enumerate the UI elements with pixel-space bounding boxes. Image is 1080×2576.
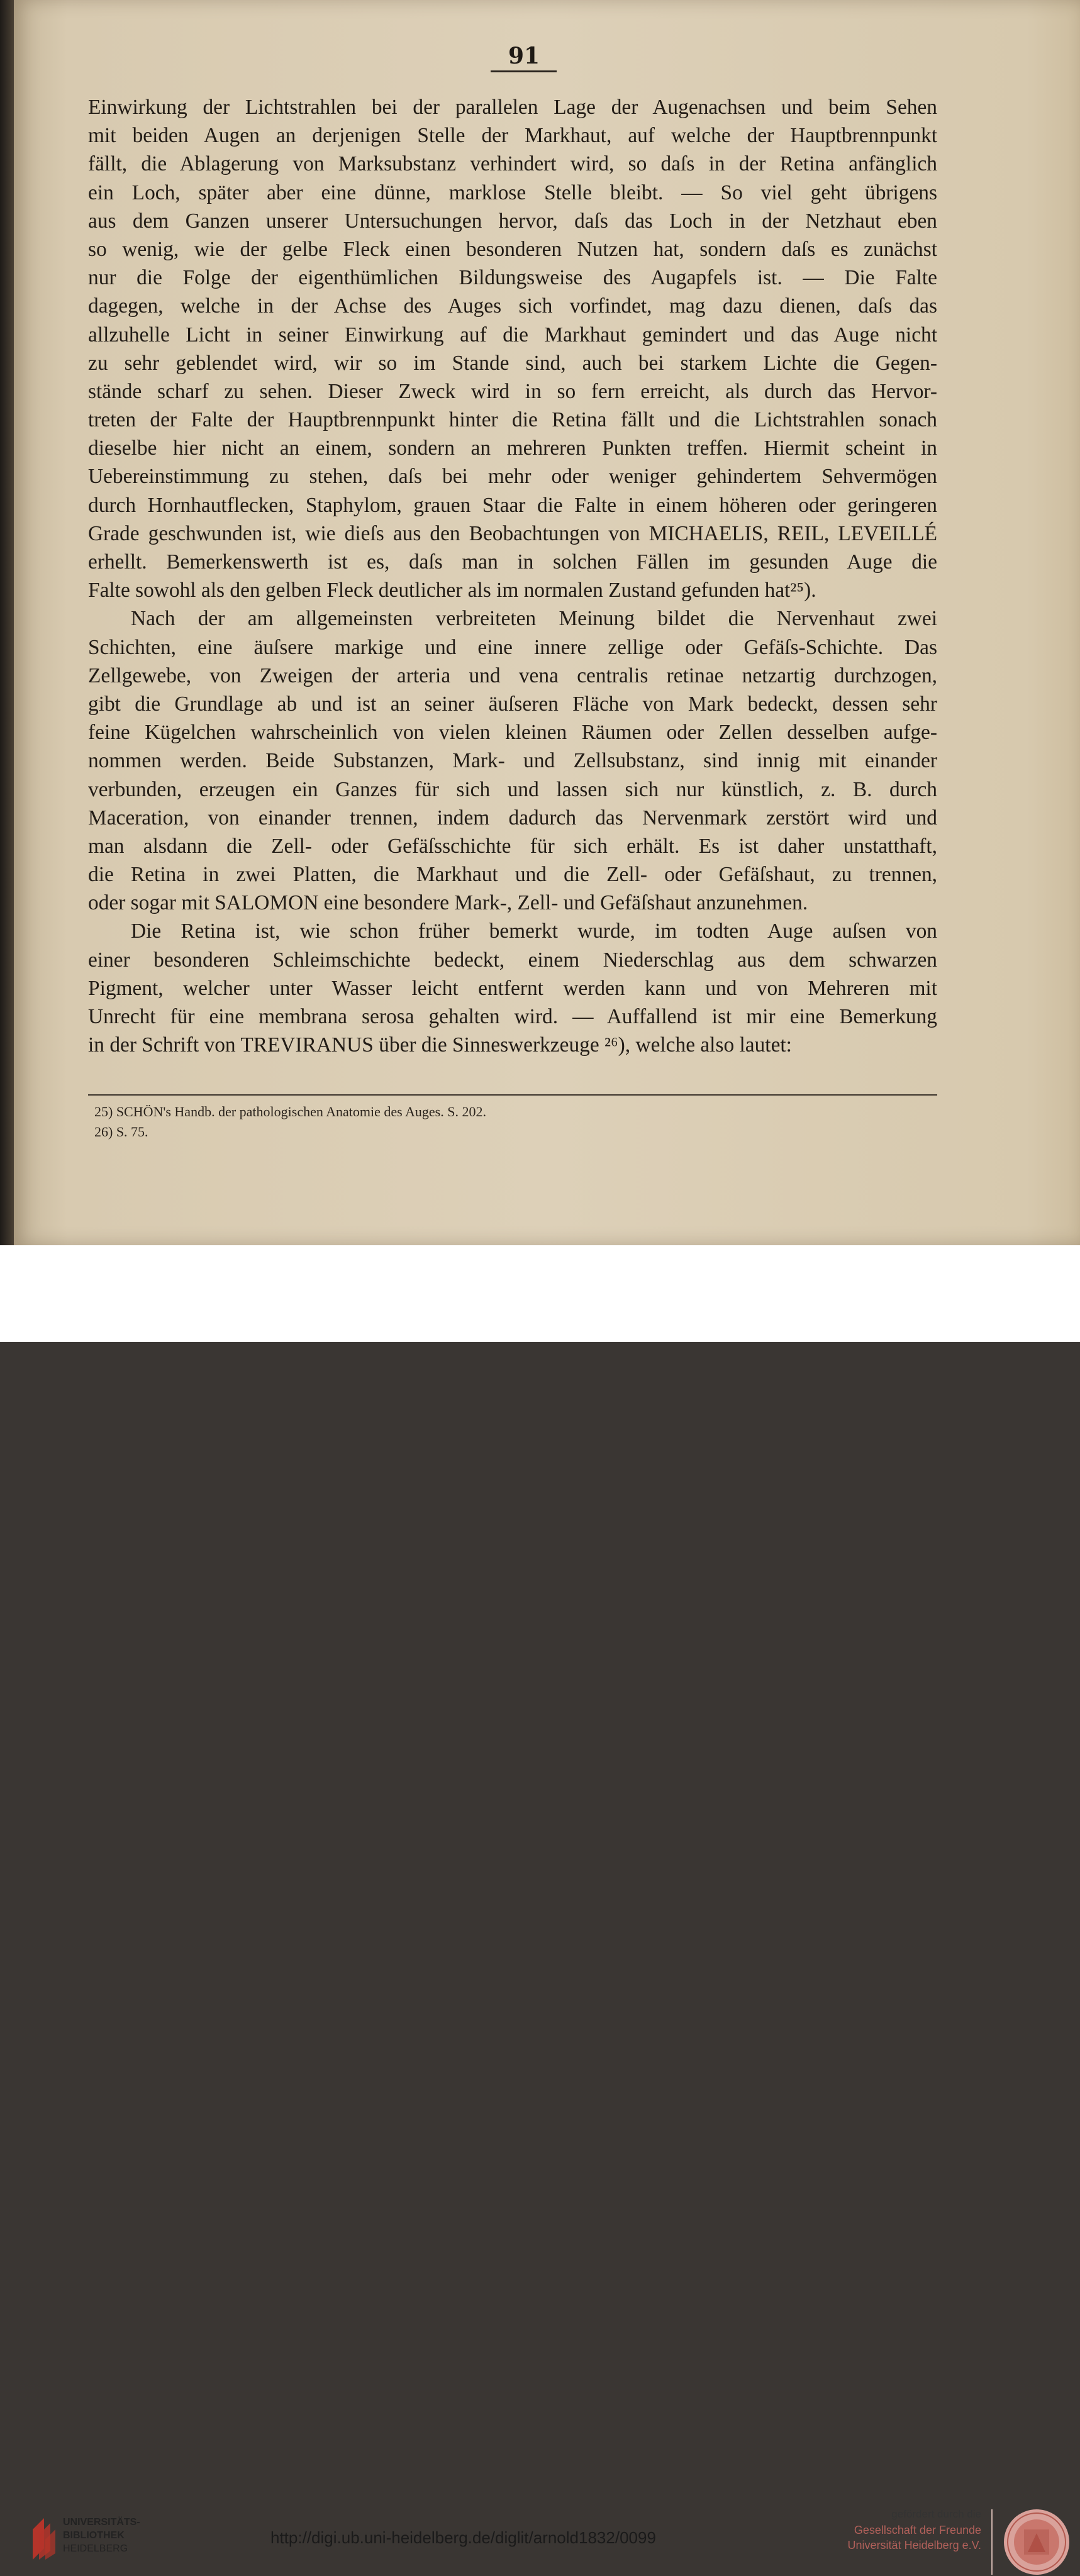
text-line: verbunden, erzeugen ein Ganzes für sich und lassen sich nur künstlich, z. B. durch — [88, 777, 937, 801]
text-line: aus dem Ganzen unserer Untersuchungen hervor, daſs das Loch in der Netzhaut eben — [88, 209, 937, 233]
footnote-25: 25) SCHÖN's Handb. der pathologischen Anatomie des Auges. S. 202. — [94, 1104, 486, 1119]
text-line: Grade geschwunden ist, wie dieſs aus den Beobachtungen von MICHAELIS, REIL, LEVEILLÉ — [88, 521, 937, 545]
text-line: gibt die Grundlage ab und ist an seiner äuſseren Fläche von Mark bedeckt, dessen sehr — [88, 692, 937, 716]
page-number: 91 — [508, 43, 540, 69]
text-line: Zellgewebe, von Zweigen der arteria und vena centralis retinae netzartig durchzogen, — [88, 663, 937, 687]
text-line: oder sogar mit SALOMON eine besondere Mark-, Zell- und Gefäſshaut anzunehmen. — [88, 891, 808, 915]
permalink-url[interactable]: http://digi.ub.uni-heidelberg.de/diglit/arnold1832/0099 — [270, 2528, 656, 2547]
text-line: Nach der am allgemeinsten verbreiteten Meinung bildet die Nervenhaut zwei — [131, 607, 937, 631]
text-line: mit beiden Augen an derjenigen Stelle der Markhaut, auf welche der Hauptbrennpunkt — [88, 124, 937, 148]
book-spine-shadow — [0, 0, 14, 1245]
text-line: man alsdann die Zell- oder Gefäſsschichte für sich erhält. Es ist daher unstatthaft, — [88, 834, 937, 858]
text-line: treten der Falte der Hauptbrennpunkt hinter die Retina fällt und die Lichtstrahlen sonach — [88, 408, 937, 432]
scanned-page-area — [0, 0, 1080, 1245]
footnote-rule — [88, 1094, 937, 1096]
text-line: Die Retina ist, wie schon früher bemerkt wurde, im todten Auge auſsen von — [131, 919, 937, 943]
text-line: stände scharf zu sehen. Dieser Zweck wird in so fern erreicht, als durch das Hervor- — [88, 379, 937, 403]
university-seal-icon — [1003, 2508, 1071, 2576]
text-line: die Retina in zwei Platten, die Markhaut und die Zell- oder Gefäſshaut, zu trennen, — [88, 863, 937, 887]
text-line: Schichten, eine äuſsere markige und eine innere zellige oder Gefäſs-Schichte. Das — [88, 635, 937, 659]
library-logo-icon — [30, 2516, 58, 2562]
text-line: dagegen, welche in der Achse des Auges sich vorfindet, mag dazu dienen, daſs das — [88, 294, 937, 318]
page-number-rule — [491, 70, 557, 72]
text-line: Einwirkung der Lichtstrahlen bei der parallelen Lage der Augenachsen und beim Sehen — [88, 96, 937, 119]
footnote-26: 26) S. 75. — [94, 1124, 148, 1140]
text-line: allzuhelle Licht in seiner Einwirkung auf die Markhaut gemindert und das Auge nicht — [88, 323, 937, 347]
sponsor-note: gefördert durch die Gesellschaft der Freunde Universität Heidelberg e.V. — [847, 2508, 981, 2551]
text-line: einer besonderen Schleimschichte bedeckt, einem Niederschlag aus dem schwarzen — [88, 948, 937, 972]
text-line: nur die Folge der eigenthümlichen Bildungsweise des Augapfels ist. — Die Falte — [88, 266, 937, 290]
body-text — [88, 93, 937, 1059]
text-line: Unrecht für eine membrana serosa gehalten wird. — Auffallend ist mir eine Bemerkung — [88, 1005, 937, 1028]
sponsor-divider — [991, 2509, 993, 2575]
text-line: ein Loch, später aber eine dünne, marklose Stelle bleibt. — So viel geht übrigens — [88, 180, 937, 204]
text-line: durch Hornhautflecken, Staphylom, grauen Staar die Falte in einem höheren oder geringeren — [88, 493, 937, 517]
text-line: so wenig, wie der gelbe Fleck einen besonderen Nutzen hat, sondern daſs es zunächst — [88, 237, 937, 261]
footnotes — [94, 1102, 849, 1142]
text-line: in der Schrift von TREVIRANUS über die Sinneswerkzeuge ²⁶), welche also lautet: — [88, 1033, 792, 1057]
text-line: zu sehr geblendet wird, wir so im Stande sind, auch bei starkem Lichte die Gegen- — [88, 351, 937, 375]
text-line: nommen werden. Beide Substanzen, Mark- und Zellsubstanz, sind innig mit einander — [88, 749, 937, 773]
text-line: fällt, die Ablagerung von Marksubstanz verhindert wird, so daſs in der Retina anfänglich — [88, 152, 937, 176]
text-line: Pigment, welcher unter Wasser leicht entfernt werden kann und von Mehreren mit — [88, 976, 937, 1000]
viewer-footer — [0, 1245, 1080, 2554]
library-name: UNIVERSITÄTS- BIBLIOTHEK HEIDELBERG — [63, 2517, 140, 2554]
text-line: Maceration, von einander trennen, indem dadurch das Nervenmark zerstört wird und — [88, 806, 937, 830]
text-line: Falte sowohl als den gelben Fleck deutlicher als im normalen Zustand gefunden hat²⁵). — [88, 579, 816, 602]
text-line: Uebereinstimmung zu stehen, daſs bei mehr oder weniger gehindertem Sehvermögen — [88, 465, 937, 489]
text-line: erhellt. Bemerkenswerth ist es, daſs man in solchen Fällen im gesunden Auge die — [88, 550, 937, 574]
text-line: feine Kügelchen wahrscheinlich von vielen kleinen Räumen oder Zellen desselben aufge- — [88, 721, 937, 745]
text-line: dieselbe hier nicht an einem, sondern an mehreren Punkten treffen. Hiermit scheint in — [88, 436, 937, 460]
